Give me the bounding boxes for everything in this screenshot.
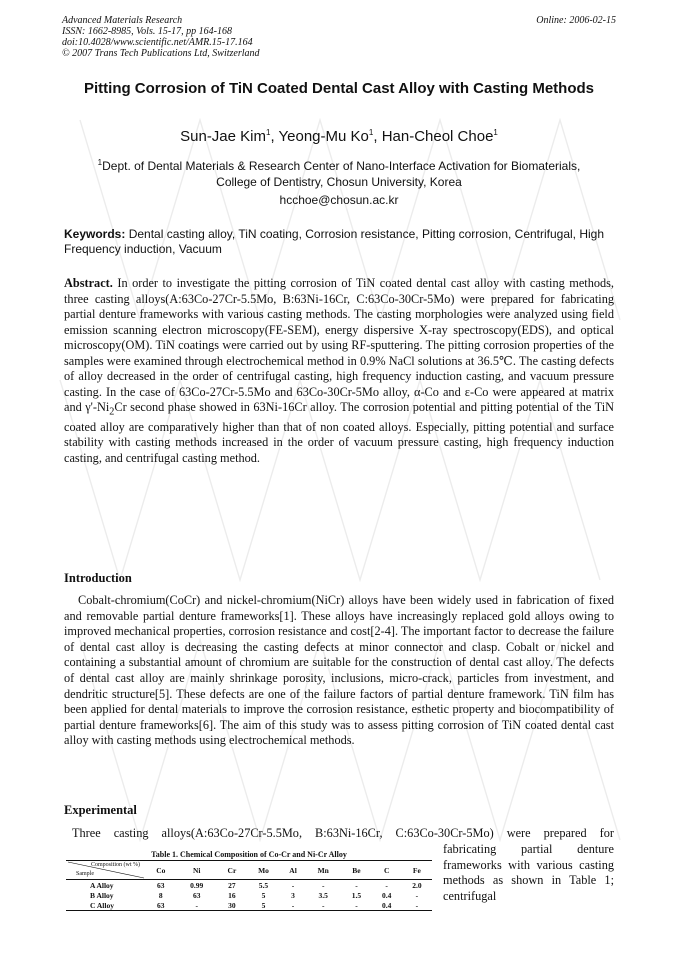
affiliation-line2: College of Dentistry, Chosun University, Korea — [216, 175, 462, 189]
table-cell: 27 — [228, 880, 236, 890]
author-list: Sun-Jae Kim$^1$, Yeong-Mu Ko$^1$, Han-Cheol Choe$^1$ — [180, 128, 498, 145]
introduction-text: Cobalt-chromium(CoCr) and nickel-chromium(NiCr) alloys have been widely used in fabrication of fixed and removable partial denture frameworks[1]. These alloys have increasingly replaced gold alloys owing to improved mechanical properties, corrosion resistance and cost[2-4]. The important factor to decrease the failure of dental cast alloy is decreasing the casting defects at minor connector and clasp. Cobalt or nickel and containing a substantial amount of chromium are suitable for the construction of dental cast alloy. The defects of dental cast alloy are mainly shrinkage porosity, inclusions, micro-crack, particles from investment, and dendritic structure[5]. These defects are one of the failure factors of partial denture framework. TiN film has been applied for dental materials to improve the corrosion resistance, esthetic property and biocompatibility of partial denture frameworks[6]. The aim of this study was to assess pitting corrosion of TiN coated dental cast alloy with casting methods using electrochemical methods. — [64, 593, 614, 748]
table-cell: - — [291, 900, 295, 910]
table-cell: 8 — [158, 890, 163, 900]
corner-sample-label: Sample — [76, 871, 94, 877]
online-date: Online: 2006-02-15 — [536, 15, 616, 26]
author-name: Han-Cheol Choe — [381, 128, 494, 145]
experimental-side-text: fabricating partial denture frameworks with various casting methods as shown in Table 1; centrifugal — [443, 842, 614, 903]
column-header: Mo — [258, 865, 269, 875]
experimental-heading: Experimental — [64, 803, 137, 817]
author-sup: 1 — [266, 128, 271, 137]
table-cell: - — [355, 900, 358, 910]
table-cell: 5 — [261, 900, 266, 910]
table-caption: Table 1. Chemical Composition of Co-Cr and Ni-Cr Alloy — [151, 850, 347, 859]
table-cell: 63 — [157, 880, 165, 890]
introduction-heading: Introduction — [64, 571, 132, 585]
experimental-first-line: Three casting alloys(A:63Co-27Cr-5.5Mo, B:63Ni-16Cr, C:63Co-30Cr-5Mo) were prepared for — [72, 826, 614, 840]
table-cell: - — [415, 900, 419, 910]
sample-cell: B Alloy — [90, 890, 114, 900]
column-header: Ni — [192, 865, 201, 875]
table-cell: 63 — [192, 890, 201, 900]
table-cell: 0.99 — [190, 880, 204, 890]
column-header: Co — [156, 865, 166, 875]
table-cell: 1.5 — [351, 890, 362, 900]
affiliation — [40, 155, 638, 190]
paper-title: Pitting Corrosion of TiN Coated Dental Cast Alloy with Casting Methods — [83, 80, 594, 97]
table-cell: - — [291, 880, 295, 890]
column-header: Cr — [227, 865, 237, 875]
sample-cell: A Alloy — [90, 880, 114, 890]
table-row — [66, 890, 432, 900]
author-email[interactable]: hcchoe@chosun.ac.kr — [279, 193, 399, 207]
table-1 — [66, 850, 432, 911]
abstract-text-part1: In order to investigate the pitting corrosion of TiN coated dental cast alloy with casting methods, three casting alloys(A:63Co-27Cr-5.5Mo, B:63Ni-16Cr, C:63Co-30Cr-5Mo) were prepared for fabricating partial denture frameworks with various casting methods. The casting morphologies were analyzed using field emission scanning electron microscopy(FE-SEM), energy dispersive X-ray spectroscopy(EDS), and optical microscopy(OM). TiN coatings were carried out by using RF-sputtering. The pitting corrosion properties of the samples were examined through electrochemical method in 0.9% NaCl solutions at 36.5℃. The casting defects of alloy decreased in the order of centrifugal casting, high frequency induction casting, and vacuum pressure casting. In the case of 63Co-27Cr-5.5Mo and 63Co-30Cr-5Mo alloy, α-Co and ε-Co were appeared at matrix and γ'-Ni — [64, 276, 615, 414]
keywords-label: Keywords: — [64, 227, 126, 241]
affiliation-sup: 1 — [97, 158, 103, 167]
introduction-body — [64, 593, 614, 749]
table-cell: 0.4 — [381, 890, 392, 900]
table-cell: 3 — [291, 890, 295, 900]
table-row — [66, 880, 432, 891]
keywords-text: Dental casting alloy, TiN coating, Corrosion resistance, Pitting corrosion, Centrifugal, High Frequency induction, Vacuum — [64, 227, 605, 256]
table-cell: 0.4 — [381, 900, 392, 910]
keywords — [64, 227, 616, 257]
abstract-subscript: 2 — [109, 406, 115, 418]
journal-doi: doi:10.4028/www.scientific.net/AMR.15-17.164 — [62, 37, 253, 48]
author-name: Sun-Jae Kim — [180, 128, 266, 145]
corner-composition-label: Composition (wt %) — [91, 862, 140, 868]
affiliation-line1: Dept. of Dental Materials & Research Center of Nano-Interface Activation for Biomaterials, — [102, 159, 581, 173]
table-header-row — [66, 861, 432, 880]
table-cell: 63 — [157, 900, 165, 910]
abstract-label: Abstract. — [64, 276, 113, 290]
table-cell: - — [355, 880, 358, 890]
table-cell: 5 — [261, 890, 266, 900]
abstract — [64, 276, 614, 466]
table-cell: 30 — [228, 900, 236, 910]
table-cell: 3.5 — [318, 890, 328, 900]
journal-name: Advanced Materials Research — [62, 15, 183, 26]
column-header: Be — [352, 865, 361, 875]
table-cell: - — [321, 900, 325, 910]
column-header: Al — [289, 865, 297, 875]
abstract-text-part2: Cr second phase showed in 63Ni-16Cr alloy. The corrosion potential and pitting potential of the TiN coated alloy are comparatively higher than that of non coated alloys. Especially, pitting potential and surface stability with casting methods increased in the order of vacuum pressure casting, high frequency induction casting, and centrifugal casting method. — [64, 400, 614, 465]
table-cell: 2.0 — [412, 880, 422, 890]
table-cell: - — [385, 880, 388, 890]
column-header: C — [383, 865, 390, 875]
table-cell: - — [321, 880, 325, 890]
table-cell: - — [415, 890, 419, 900]
table-cell: 16 — [228, 890, 236, 900]
composition-table — [66, 860, 432, 911]
table-row — [66, 900, 432, 911]
author-sup: 1 — [368, 128, 374, 137]
table-cell: 5.5 — [258, 880, 269, 890]
journal-copyright: © 2007 Trans Tech Publications Ltd, Switzerland — [62, 48, 260, 59]
journal-header — [62, 15, 260, 59]
author-name: Yeong-Mu Ko — [278, 128, 369, 145]
journal-issn: ISSN: 1662-8985, Vols. 15-17, pp 164-168 — [62, 26, 232, 37]
table-cell: - — [195, 900, 198, 910]
table-corner-cell — [66, 861, 146, 880]
sample-cell: C Alloy — [90, 900, 114, 910]
column-header: Fe — [412, 865, 421, 875]
column-header: Mn — [317, 865, 329, 875]
author-sup: 1 — [493, 128, 498, 137]
